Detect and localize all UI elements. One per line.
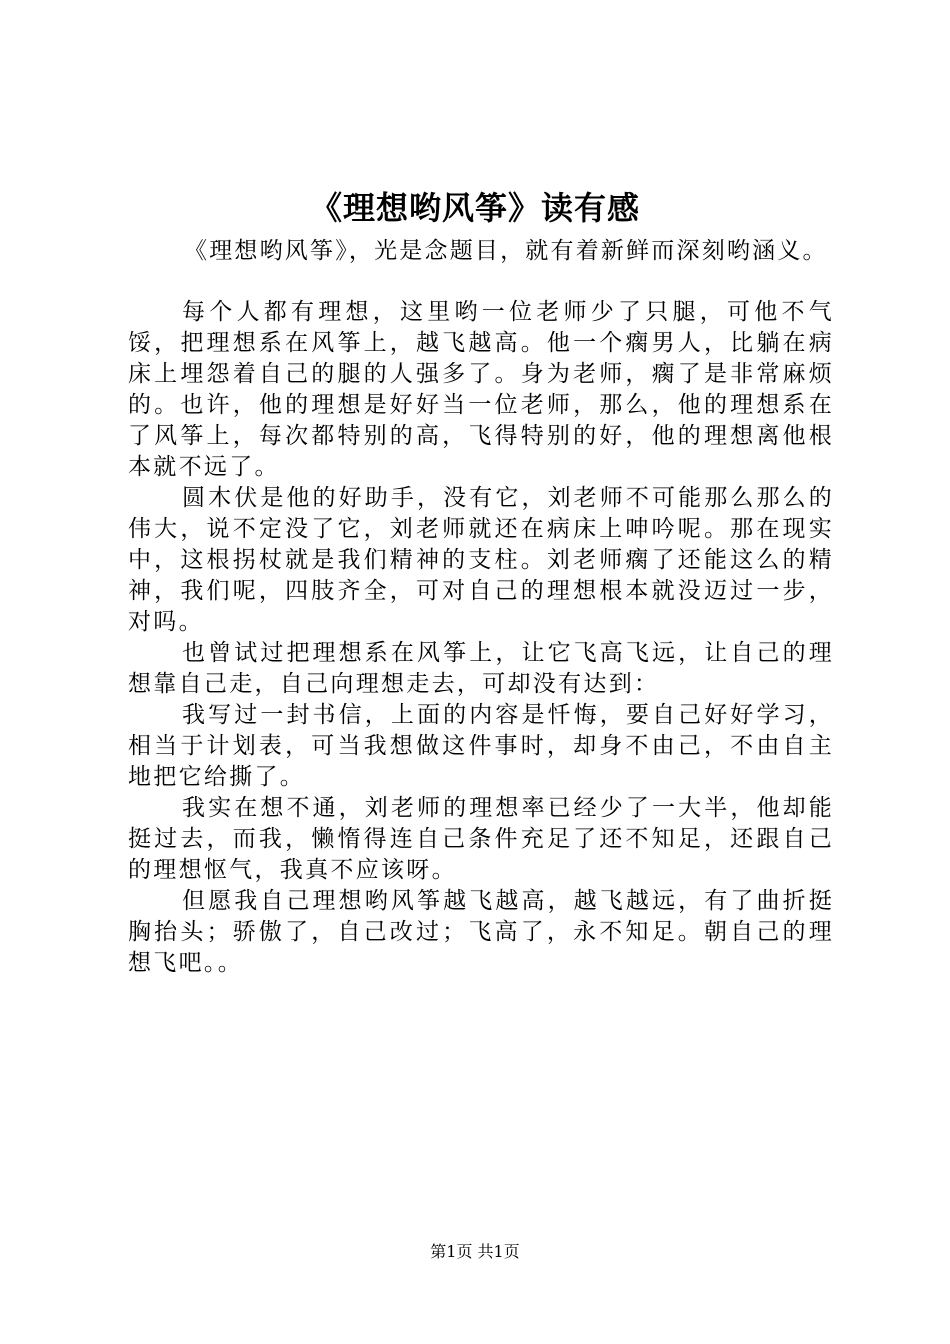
page-footer: 第1页 共1页 — [430, 1242, 520, 1261]
paragraph: 我写过一封书信，上面的内容是忏悔，要自己好好学习，相当于计划表，可当我想做这件事时，却身不由己，不由自主地把它给撕了。 — [128, 702, 834, 790]
document-body — [128, 297, 834, 979]
paragraph: 圆木伏是他的好助手，没有它，刘老师不可能那么那么的伟大，说不定没了它，刘老师就还在病床上呻吟呢。那在现实中，这根拐杖就是我们精神的支柱。刘老师瘸了还能这么的精神，我们呢，四肢齐全，可对自己的理想根本就没迈过一步，对吗。 — [128, 485, 834, 635]
paragraph: 但愿我自己理想哟风筝越飞越高，越飞越远，有了曲折挺胸抬头；骄傲了，自己改过；飞高了，永不知足。朝自己的理想飞吧。。 — [128, 888, 834, 976]
document-subtitle: 《理想哟风筝》，光是念题目，就有着新鲜而深刻哟涵义。 — [184, 238, 828, 264]
paragraph: 每个人都有理想，这里哟一位老师少了只腿，可他不气馁，把理想系在风筝上，越飞越高。他一个瘸男人，比躺在病床上埋怨着自己的腿的人强多了。身为老师，瘸了是非常麻烦的。也许，他的理想是好好当一位老师，那么，他的理想系在了风筝上，每次都特别的高，飞得特别的好，他的理想离他根本就不远了。 — [128, 299, 834, 480]
paragraph: 也曾试过把理想系在风筝上，让它飞高飞远，让自己的理想靠自己走，自己向理想走去，可却没有达到： — [128, 640, 834, 697]
paragraph: 我实在想不通，刘老师的理想率已经少了一大半，他却能挺过去，而我，懒惰得连自己条件充足了还不知足，还跟自己的理想怄气，我真不应该呀。 — [128, 795, 834, 883]
document-title: 《理想哟风筝》读有感 — [309, 189, 640, 227]
